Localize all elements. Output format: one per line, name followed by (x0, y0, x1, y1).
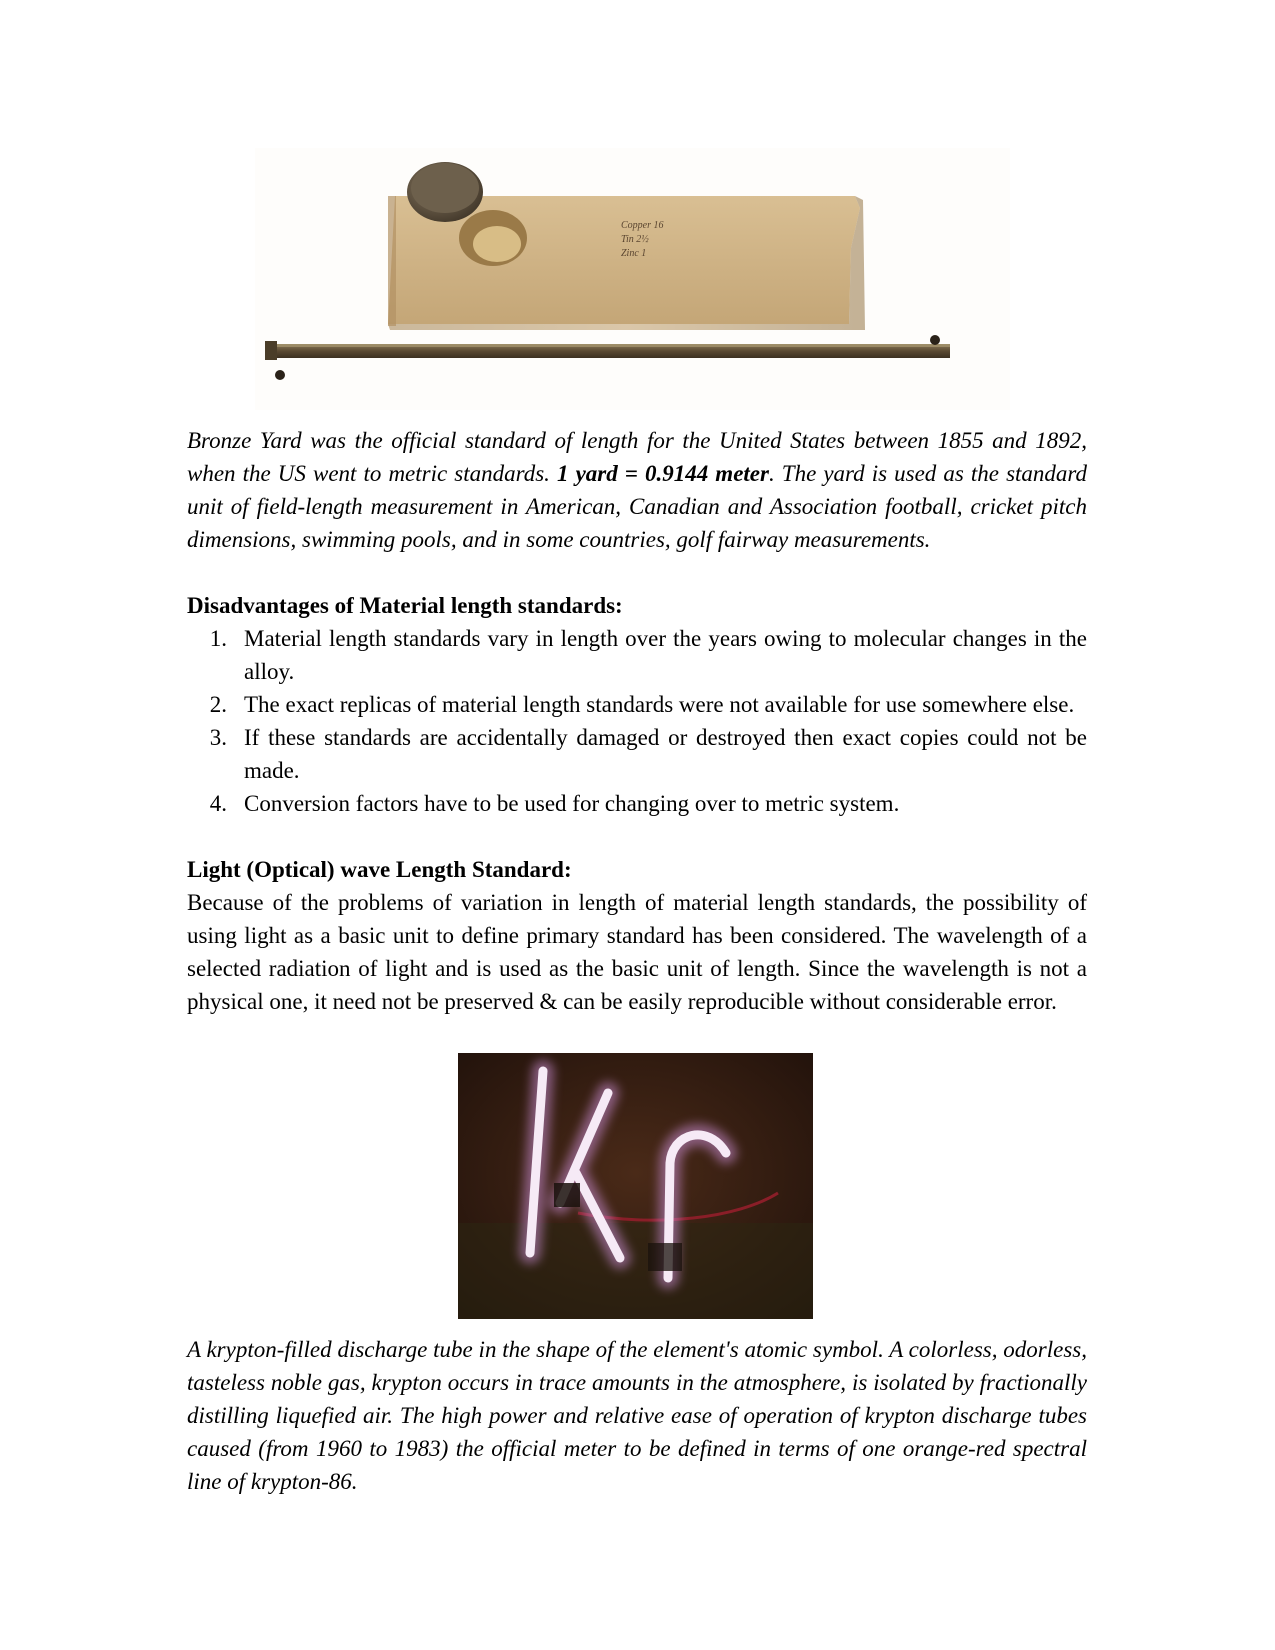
list-item-text: Conversion factors have to be used for changing over to metric system. (244, 791, 900, 816)
engraving-line-2: Tin 2½ (621, 234, 649, 245)
list-item-text: If these standards are accidentally damaged or destroyed then exact copies could not be made. (244, 725, 1087, 783)
list-item (187, 688, 1087, 721)
list-item-text: The exact replicas of material length standards were not available for use somewhere else. (244, 692, 1075, 717)
list-item-number: 3. (209, 725, 227, 750)
caption1-text-after: . The yard is used as the standard unit of field-length measurement in American, Canadian and Association football, cricket pitch dimensions, swimming pools, and in some countries, golf fairway measurements. (187, 461, 1088, 552)
list-item (187, 721, 1087, 787)
list-item-number: 4. (209, 791, 227, 816)
engraving-line-1: Copper 16 (621, 220, 664, 231)
list-item-number: 1. (209, 626, 227, 651)
heading-light-wave-standard: Light (Optical) wave Length Standard: (187, 857, 572, 882)
list-item-number: 2. (209, 692, 227, 717)
disadvantages-list (187, 622, 1087, 820)
krypton-tube-image (458, 1053, 813, 1319)
caption1-yard-meter: 1 yard = 0.9144 meter (557, 461, 769, 486)
list-item (187, 787, 1087, 820)
bronze-yard-caption (187, 424, 1087, 556)
krypton-caption: A krypton-filled discharge tube in the shape of the element's atomic symbol. A colorless, odorless, tasteless noble gas, krypton occurs in trace amounts in the atmosphere, is isolated by fractionally distilling liquefied air. The high power and relative ease of operation of krypton discharge tubes caused (from 1960 to 1983) the official meter to be defined in terms of one orange-red spectral line of krypton-86. (187, 1337, 1087, 1494)
list-item-text: Material length standards vary in length over the years owing to molecular changes in the alloy. (244, 626, 1087, 684)
caption1-text-before: Bronze Yard was the official standard of length for the United States between 1855 and 1892, when the US went to metric standards. (187, 428, 1087, 486)
heading-disadvantages: Disadvantages of Material length standards: (187, 593, 623, 618)
engraving-line-3: Zinc 1 (621, 248, 647, 259)
bronze-yard-image (255, 148, 1010, 410)
list-item (187, 622, 1087, 688)
light-wave-paragraph: Because of the problems of variation in length of material length standards, the possibility of using light as a basic unit to define primary standard has been considered. The wavelength of a selected radiation of light and is used as the basic unit of length. Since the wavelength is not a physical one, it need not be preserved & can be easily reproducible without considerable error. (187, 890, 1087, 1014)
